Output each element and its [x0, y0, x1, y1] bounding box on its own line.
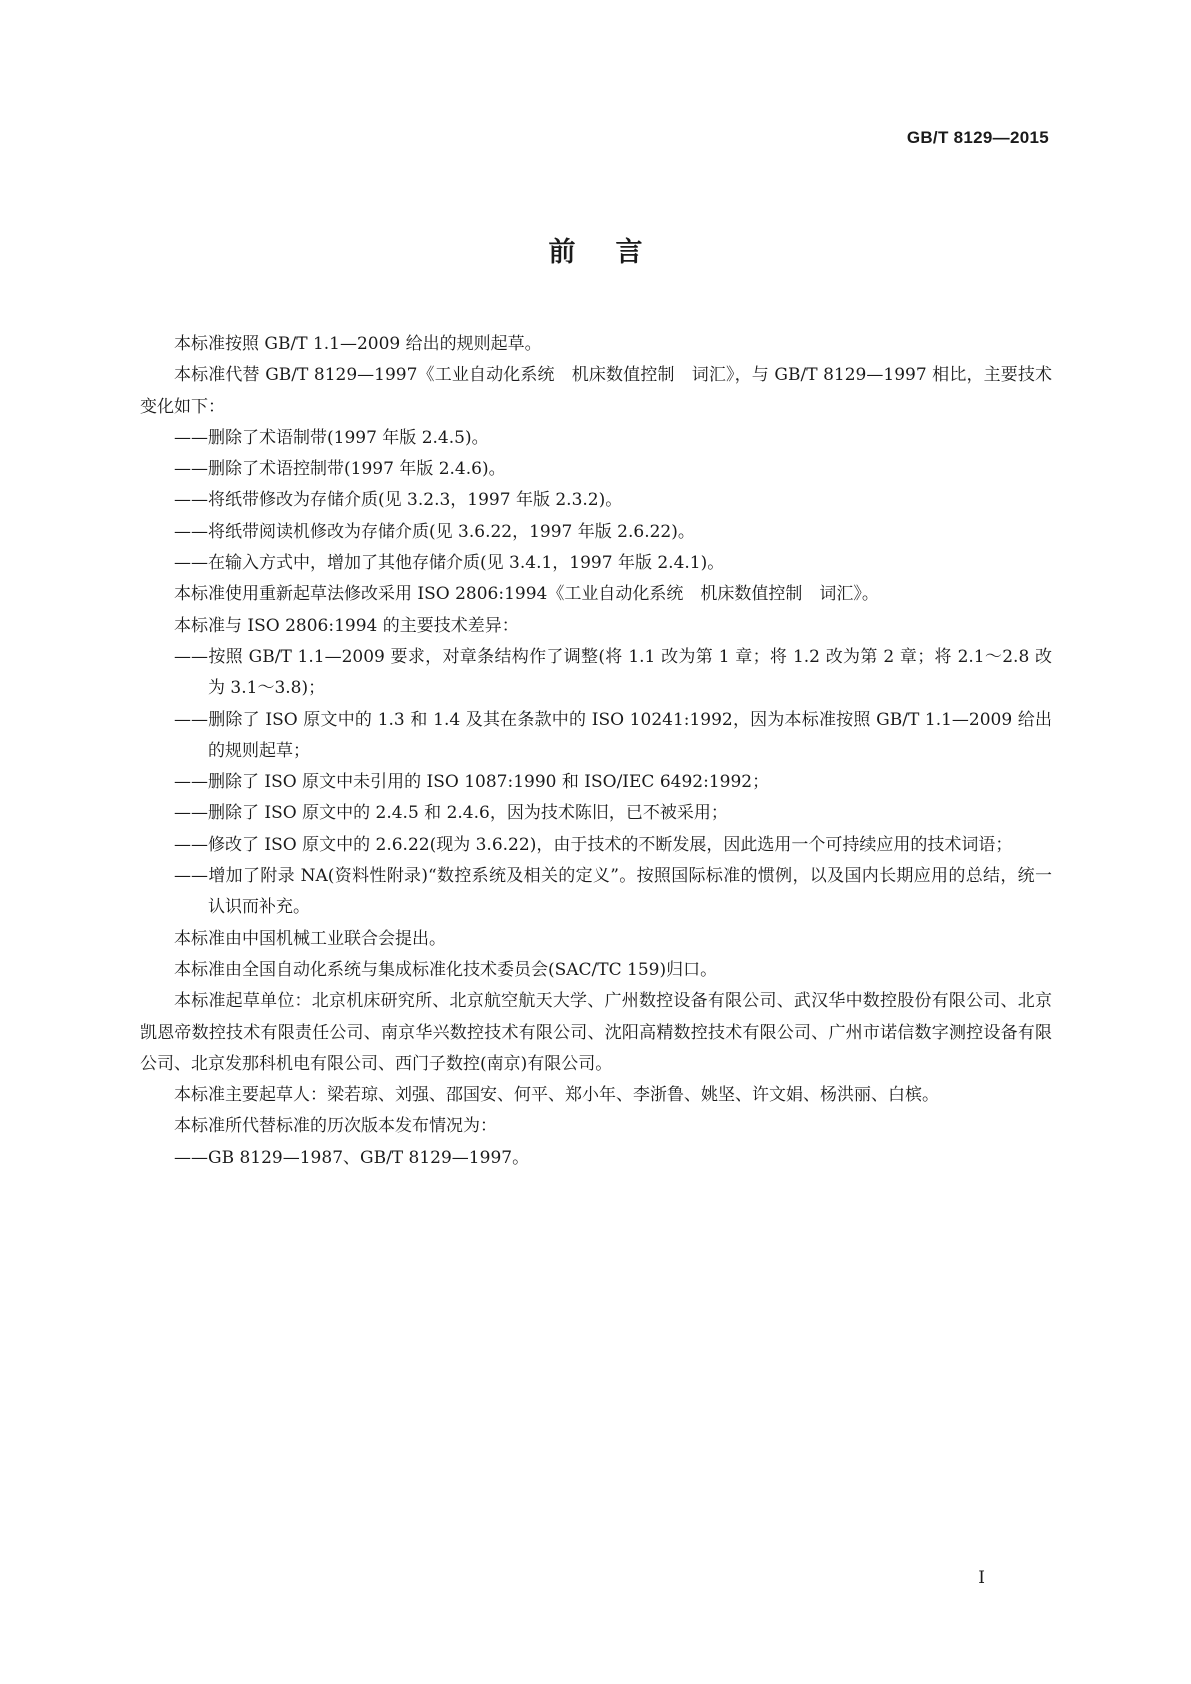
- paragraph-differences-intro: 本标准与 ISO 2806:1994 的主要技术差异：: [174, 615, 519, 636]
- difference-item-text: 删除了 ISO 原文中未引用的 ISO 1087:1990 和 ISO/IEC 6492:1992；: [208, 772, 770, 793]
- dash-marker: ——: [174, 490, 208, 511]
- difference-item-text: 删除了 ISO 原文中的 1.3 和 1.4 及其在条款中的 ISO 10241:1992，因为本标准按照 GB/T 1.1—2009 给出的规则起草；: [208, 709, 1052, 761]
- dash-marker: ——: [174, 866, 208, 887]
- change-item: [140, 454, 1052, 485]
- paragraph-administered-by: 本标准由全国自动化系统与集成标准化技术委员会(SAC/TC 159)归口。: [174, 959, 718, 980]
- dash-marker: ——: [174, 709, 208, 730]
- paragraph-drafters: 本标准主要起草人：梁若琼、刘强、邵国安、何平、郑小年、李浙鲁、姚坚、许文娟、杨洪丽、白槟。: [174, 1085, 939, 1106]
- history-item-text: GB 8129—1987、GB/T 8129—1997。: [208, 1147, 530, 1168]
- change-item: [140, 517, 1052, 548]
- change-item-text: 将纸带修改为存储介质(见 3.2.3，1997 年版 2.3.2)。: [208, 490, 623, 511]
- page-title: 前言: [548, 237, 683, 268]
- difference-item-text: 删除了 ISO 原文中的 2.4.5 和 2.4.6，因为技术陈旧，已不被采用；: [208, 803, 728, 824]
- history-item: [140, 1143, 1052, 1174]
- difference-item-text: 增加了附录 NA(资料性附录)“数控系统及相关的定义”。按照国际标准的惯例，以及国内长期应用的总结，统一认识而补充。: [208, 866, 1052, 918]
- difference-item-text: 修改了 ISO 原文中的 2.6.22(现为 3.6.22)，由于技术的不断发展，因此选用一个可持续应用的技术词语；: [208, 834, 1013, 855]
- page-number: I: [978, 1568, 985, 1588]
- paragraph-history-intro: 本标准所代替标准的历次版本发布情况为：: [174, 1116, 497, 1137]
- dash-marker: ——: [174, 553, 208, 574]
- difference-item: [140, 767, 1052, 798]
- change-item-text: 将纸带阅读机修改为存储介质(见 3.6.22，1997 年版 2.6.22)。: [208, 521, 695, 542]
- paragraph-drafting-rules: 本标准按照 GB/T 1.1—2009 给出的规则起草。: [174, 334, 542, 354]
- difference-item: [140, 830, 1052, 861]
- dash-marker: ——: [174, 459, 208, 480]
- difference-item: [140, 861, 1052, 924]
- foreword-body: [140, 329, 1052, 1174]
- difference-item-text: 按照 GB/T 1.1—2009 要求，对章条结构作了调整(将 1.1 改为第 1 章；将 1.2 改为第 2 章；将 2.1～2.8 改为 3.1～3.8)；: [208, 646, 1052, 699]
- change-item-text: 删除了术语控制带(1997 年版 2.4.6)。: [208, 459, 506, 480]
- paragraph-replaces-standard: 本标准代替 GB/T 8129—1997《工业自动化系统 机床数值控制 词汇》，与 GB/T 8129—1997 相比，主要技术变化如下：: [140, 365, 1052, 417]
- dash-marker: ——: [174, 1147, 208, 1168]
- difference-item: [140, 798, 1052, 829]
- dash-marker: ——: [174, 772, 208, 793]
- difference-item: [140, 705, 1052, 768]
- dash-marker: ——: [174, 427, 208, 448]
- paragraph-adoption: 本标准使用重新起草法修改采用 ISO 2806:1994《工业自动化系统 机床数值控制 词汇》。: [174, 584, 879, 605]
- change-item-text: 在输入方式中，增加了其他存储介质(见 3.4.1，1997 年版 2.4.1)。: [208, 553, 725, 574]
- dash-marker: ——: [174, 646, 208, 667]
- dash-marker: ——: [174, 803, 208, 824]
- paragraph-proposed-by: 本标准由中国机械工业联合会提出。: [174, 928, 446, 949]
- change-item-text: 删除了术语制带(1997 年版 2.4.5)。: [208, 427, 489, 448]
- difference-item: [140, 642, 1052, 705]
- change-item: [140, 548, 1052, 579]
- dash-marker: ——: [174, 521, 208, 542]
- document-code: GB/T 8129—2015: [906, 128, 1049, 147]
- change-item: [140, 485, 1052, 516]
- change-item: [140, 423, 1052, 454]
- dash-marker: ——: [174, 834, 208, 855]
- paragraph-drafting-units: 本标准起草单位：北京机床研究所、北京航空航天大学、广州数控设备有限公司、武汉华中数控股份有限公司、北京凯恩帝数控技术有限责任公司、南京华兴数控技术有限公司、沈阳高精数控技术有限公司、广州市诺信数字测控设备有限公司、北京发那科机电有限公司、西门子数控(南京)有限公司。: [140, 991, 1052, 1074]
